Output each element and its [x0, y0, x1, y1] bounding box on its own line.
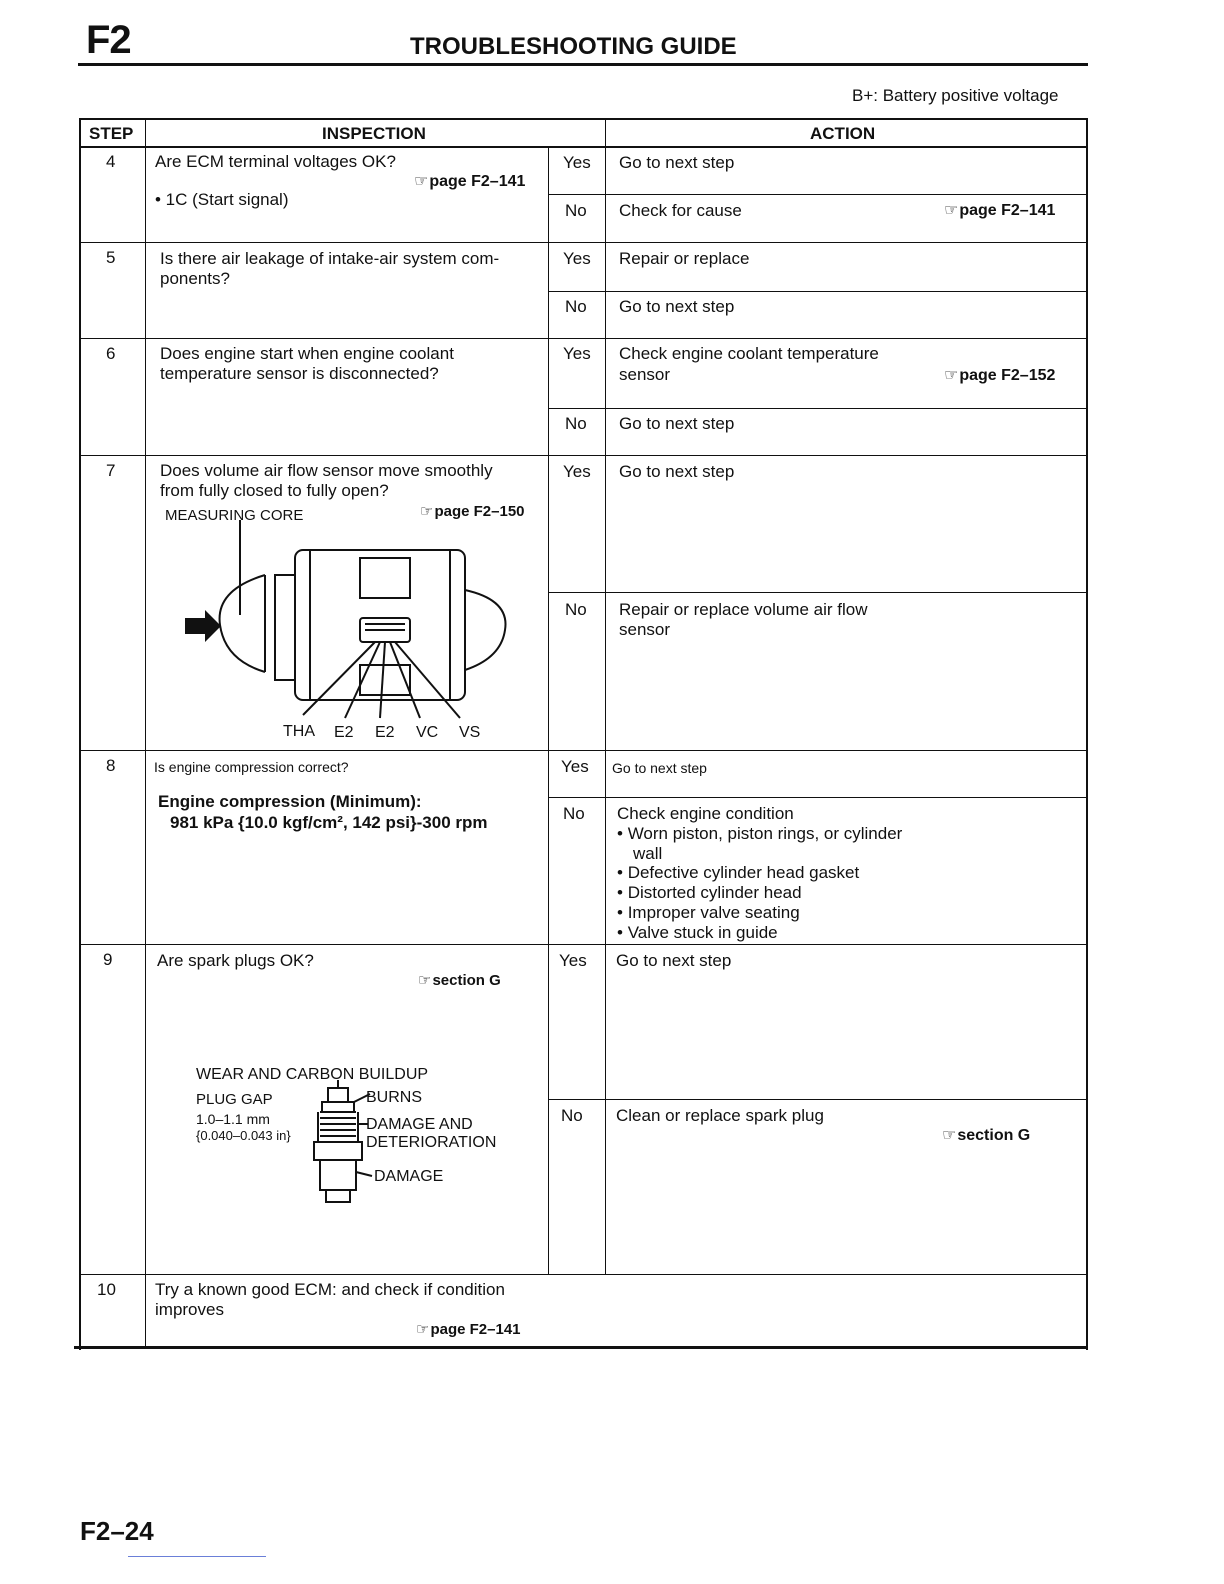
- yes-label: Yes: [563, 153, 591, 172]
- figure-label: 1.0–1.1 mm: [196, 1111, 270, 1127]
- condition-bullet: • Improper valve seating: [617, 903, 800, 922]
- step-number: 8: [106, 756, 116, 775]
- inspection-text: Is there air leakage of intake-air system com-: [160, 249, 500, 268]
- figure-label: DAMAGE AND: [366, 1116, 473, 1133]
- inspection-text: temperature sensor is disconnected?: [160, 364, 439, 383]
- page-title: TROUBLESHOOTING GUIDE: [410, 33, 737, 60]
- action-text: Check engine condition: [617, 804, 794, 823]
- step-number: 6: [106, 344, 116, 363]
- inspection-text: ponents?: [160, 269, 230, 288]
- yes-label: Yes: [559, 951, 587, 970]
- step-number: 4: [106, 152, 116, 171]
- section-code: F2: [86, 18, 131, 62]
- inspection-text: Does volume air flow sensor move smoothly: [160, 461, 493, 480]
- page-number: F2–24: [80, 1516, 154, 1546]
- action-text: Clean or replace spark plug: [616, 1106, 824, 1125]
- action-text: sensor: [619, 620, 671, 639]
- page-reference: ☞ page F2–141: [944, 201, 1055, 221]
- figure-label: {0.040–0.043 in}: [196, 1128, 291, 1143]
- terminal-label: E2: [334, 724, 354, 741]
- col-header-action: ACTION: [810, 124, 876, 143]
- inspection-text: improves: [155, 1300, 224, 1319]
- step-number: 9: [103, 950, 113, 969]
- section-reference: ☞ section G: [418, 971, 501, 991]
- step-number: 10: [97, 1280, 116, 1299]
- action-text: Go to next step: [619, 153, 735, 172]
- action-text: Check engine coolant temperature: [619, 344, 879, 363]
- action-text: Go to next step: [619, 414, 735, 433]
- condition-bullet: • Worn piston, piston rings, or cylinder: [617, 824, 903, 843]
- action-text: Repair or replace: [619, 249, 750, 268]
- action-text: Go to next step: [619, 297, 735, 316]
- action-text: Check for cause: [619, 201, 742, 220]
- col-header-step: STEP: [89, 124, 134, 143]
- terminal-label: VC: [416, 724, 439, 741]
- footer-divider: [128, 1556, 266, 1557]
- inspection-text: from fully closed to fully open?: [160, 481, 389, 500]
- yes-label: Yes: [563, 249, 591, 268]
- action-text: Go to next step: [616, 951, 732, 970]
- section-reference: ☞ section G: [942, 1126, 1030, 1146]
- inspection-text: Is engine compression correct?: [154, 759, 349, 775]
- no-label: No: [565, 297, 587, 316]
- page-reference: ☞ page F2–152: [944, 366, 1055, 386]
- condition-bullet: • Distorted cylinder head: [617, 883, 802, 902]
- no-label: No: [565, 600, 587, 619]
- action-text: Go to next step: [612, 760, 707, 776]
- action-text: Repair or replace volume air flow: [619, 600, 868, 619]
- figure-label: WEAR AND CARBON BUILDUP: [196, 1066, 429, 1083]
- voltage-note: B+: Battery positive voltage: [852, 86, 1059, 105]
- header-rule: [78, 63, 1088, 66]
- no-label: No: [563, 804, 585, 823]
- action-text: sensor: [619, 365, 671, 384]
- spec-title: Engine compression (Minimum):: [158, 792, 422, 811]
- yes-label: Yes: [561, 757, 589, 776]
- figure-label: DAMAGE: [374, 1168, 444, 1185]
- inspection-text: Are ECM terminal voltages OK?: [155, 152, 396, 171]
- yes-label: Yes: [563, 344, 591, 363]
- no-label: No: [565, 414, 587, 433]
- no-label: No: [565, 201, 587, 220]
- yes-label: Yes: [563, 462, 591, 481]
- page-reference: ☞ page F2–141: [414, 172, 525, 192]
- terminal-label: E2: [375, 724, 395, 741]
- step-number: 5: [106, 248, 116, 267]
- figure-label: MEASURING CORE: [165, 507, 304, 524]
- inspection-bullet: • 1C (Start signal): [155, 190, 289, 209]
- condition-bullet-cont: wall: [633, 844, 663, 863]
- spec-value: 981 kPa {10.0 kgf/cm², 142 psi}-300 rpm: [170, 813, 488, 832]
- terminal-label: VS: [459, 724, 481, 741]
- inspection-text: Try a known good ECM: and check if condition: [155, 1280, 505, 1299]
- condition-bullet: • Defective cylinder head gasket: [617, 863, 860, 882]
- col-header-inspection: INSPECTION: [322, 124, 426, 143]
- figure-label: PLUG GAP: [196, 1091, 273, 1108]
- page-reference: ☞ page F2–150: [420, 502, 525, 522]
- figure-label: DETERIORATION: [366, 1134, 497, 1151]
- action-text: Go to next step: [619, 462, 735, 481]
- page-reference: ☞ page F2–141: [416, 1320, 521, 1340]
- terminal-label: THA: [283, 723, 315, 740]
- step-number: 7: [106, 461, 116, 480]
- condition-bullet: • Valve stuck in guide: [617, 923, 778, 942]
- inspection-text: Does engine start when engine coolant: [160, 344, 454, 363]
- air-flow-sensor-illustration: [175, 520, 535, 745]
- no-label: No: [561, 1106, 583, 1125]
- figure-label: BURNS: [366, 1089, 423, 1106]
- inspection-text: Are spark plugs OK?: [157, 951, 314, 970]
